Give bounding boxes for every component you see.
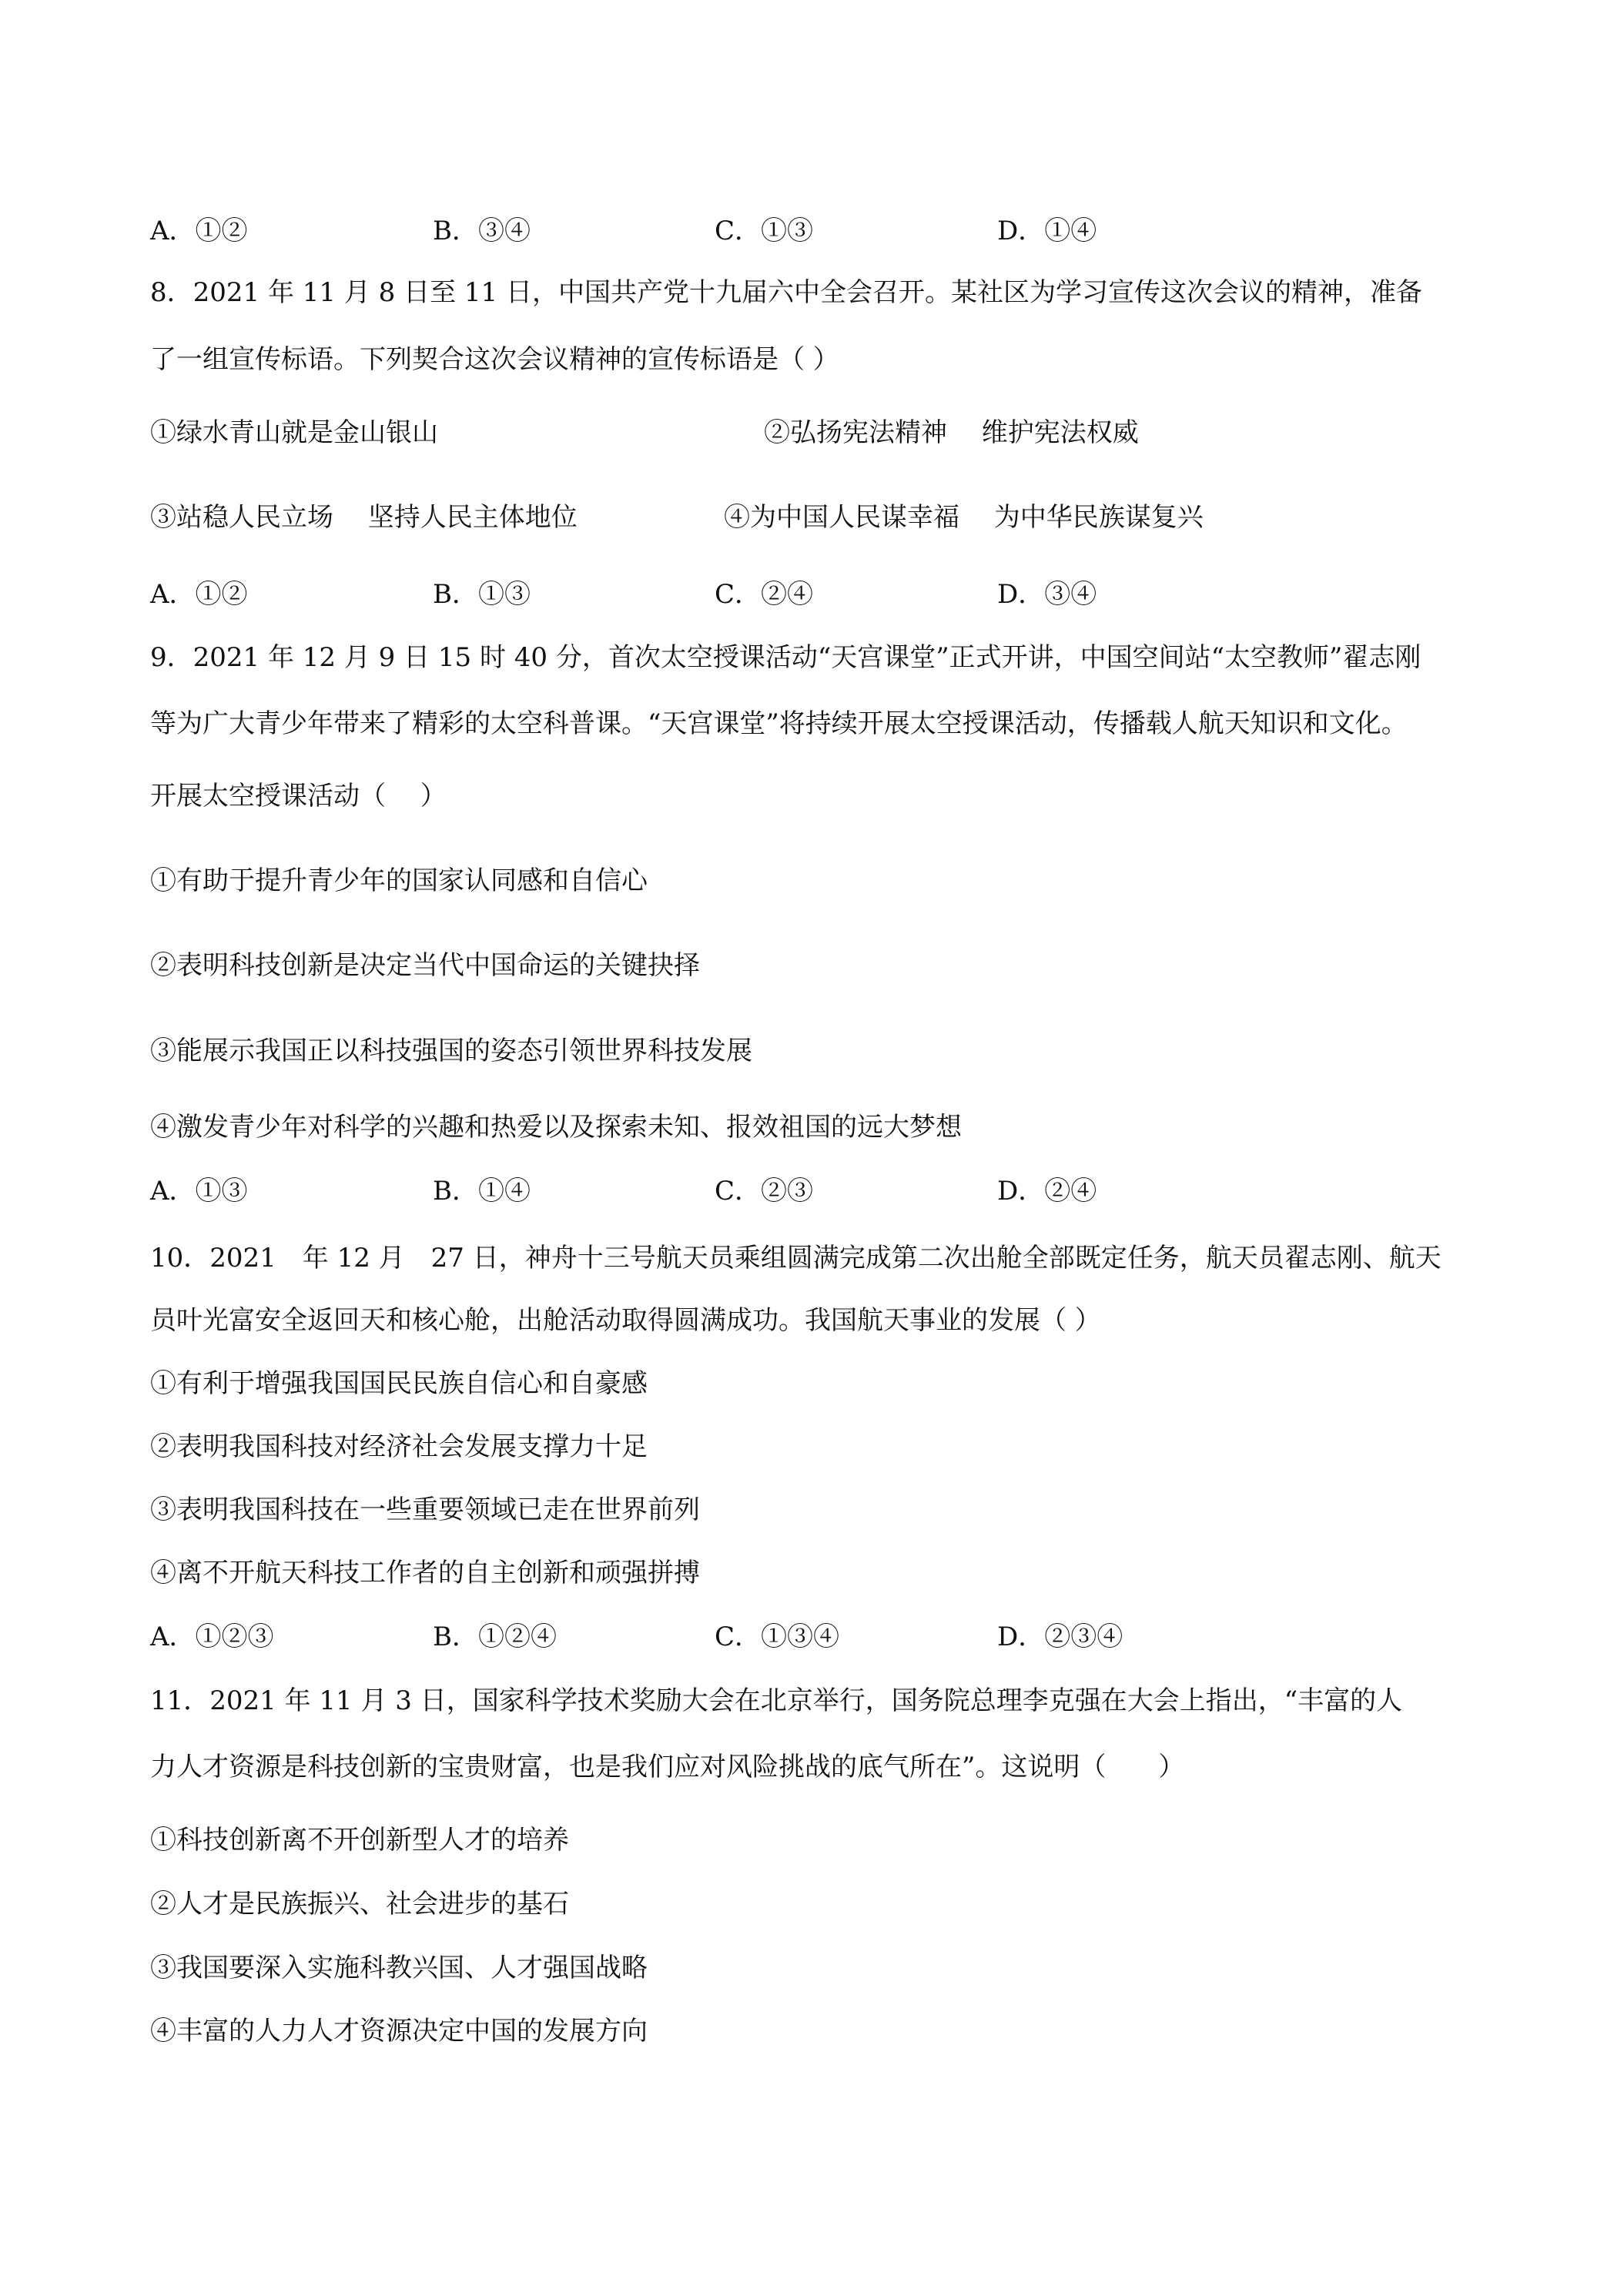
q8-stem-line-2: 了一组宣传标语。下列契合这次会议精神的宣传标语是（ ） — [150, 344, 839, 375]
q11-stem-line-1: 11．2021 年 11 月 3 日，国家科学技术奖励大会在北京举行，国务院总理李克强在大会上指出，“丰富的人 — [150, 1685, 1403, 1716]
q9-item-4: ④激发青少年对科学的兴趣和热爱以及探索未知、报效祖国的远大梦想 — [150, 1112, 962, 1143]
q8-option-b: B．①③ — [433, 579, 531, 610]
q9-stem-line-2: 等为广大青少年带来了精彩的太空科普课。“天宫课堂”将持续开展太空授课活动，传播载人航天知识和文化。 — [150, 708, 1408, 739]
q8-item-3: ③站稳人民立场 坚持人民主体地位 — [150, 502, 578, 533]
q7-option-d: D．①④ — [997, 216, 1097, 246]
q7-option-b: B．③④ — [433, 216, 531, 246]
q9-option-b: B．①④ — [433, 1176, 531, 1207]
q9-item-2: ②表明科技创新是决定当代中国命运的关键抉择 — [150, 950, 700, 981]
q10-item-2: ②表明我国科技对经济社会发展支撑力十足 — [150, 1431, 648, 1462]
q9-item-3: ③能展示我国正以科技强国的姿态引领世界科技发展 — [150, 1036, 752, 1066]
q9-option-c: C．②③ — [715, 1176, 814, 1207]
q10-option-a: A．①②③ — [150, 1622, 274, 1652]
q9-stem-line-1: 9．2021 年 12 月 9 日 15 时 40 分，首次太空授课活动“天宫课堂”正式开讲，中国空间站“太空教师”翟志刚 — [150, 642, 1421, 673]
q9-stem-line-3: 开展太空授课活动（ ） — [150, 781, 447, 812]
q11-stem-line-2: 力人才资源是科技创新的宝贵财富，也是我们应对风险挑战的底气所在”。这说明（ ） — [150, 1752, 1185, 1782]
q10-item-4: ④离不开航天科技工作者的自主创新和顽强拼搏 — [150, 1558, 700, 1588]
q7-option-a: A．①② — [150, 216, 248, 246]
q7-option-c: C．①③ — [715, 216, 814, 246]
q11-item-2: ②人才是民族振兴、社会进步的基石 — [150, 1889, 569, 1919]
q10-option-c: C．①③④ — [715, 1622, 840, 1652]
q11-item-3: ③我国要深入实施科教兴国、人才强国战略 — [150, 1953, 648, 1983]
q10-stem-line-1: 10．2021 年 12 月 27 日，神舟十三号航天员乘组圆满完成第二次出舱全部既定任务，航天员翟志刚、航天 — [150, 1243, 1442, 1274]
q8-stem-line-1: 8．2021 年 11 月 8 日至 11 日，中国共产党十九届六中全会召开。某社区为学习宣传这次会议的精神，准备 — [150, 277, 1422, 308]
q9-item-1: ①有助于提升青少年的国家认同感和自信心 — [150, 865, 648, 896]
q10-option-b: B．①②④ — [433, 1622, 557, 1652]
q8-item-2: ②弘扬宪法精神 维护宪法权威 — [764, 417, 1139, 448]
q9-option-d: D．②④ — [997, 1176, 1097, 1207]
q10-item-3: ③表明我国科技在一些重要领域已走在世界前列 — [150, 1494, 700, 1525]
q10-stem-line-2: 员叶光富安全返回天和核心舱，出舱活动取得圆满成功。我国航天事业的发展（ ） — [150, 1305, 1101, 1336]
q9-option-a: A．①③ — [150, 1176, 248, 1207]
q11-item-1: ①科技创新离不开创新型人才的培养 — [150, 1825, 569, 1856]
q8-item-1: ①绿水青山就是金山银山 — [150, 417, 438, 448]
q11-item-4: ④丰富的人力人才资源决定中国的发展方向 — [150, 2016, 648, 2047]
q8-option-c: C．②④ — [715, 579, 814, 610]
q10-item-1: ①有利于增强我国国民民族自信心和自豪感 — [150, 1368, 648, 1399]
q8-item-4: ④为中国人民谋幸福 为中华民族谋复兴 — [724, 502, 1204, 533]
q10-option-d: D．②③④ — [997, 1622, 1123, 1652]
q8-option-a: A．①② — [150, 579, 248, 610]
q8-option-d: D．③④ — [997, 579, 1097, 610]
